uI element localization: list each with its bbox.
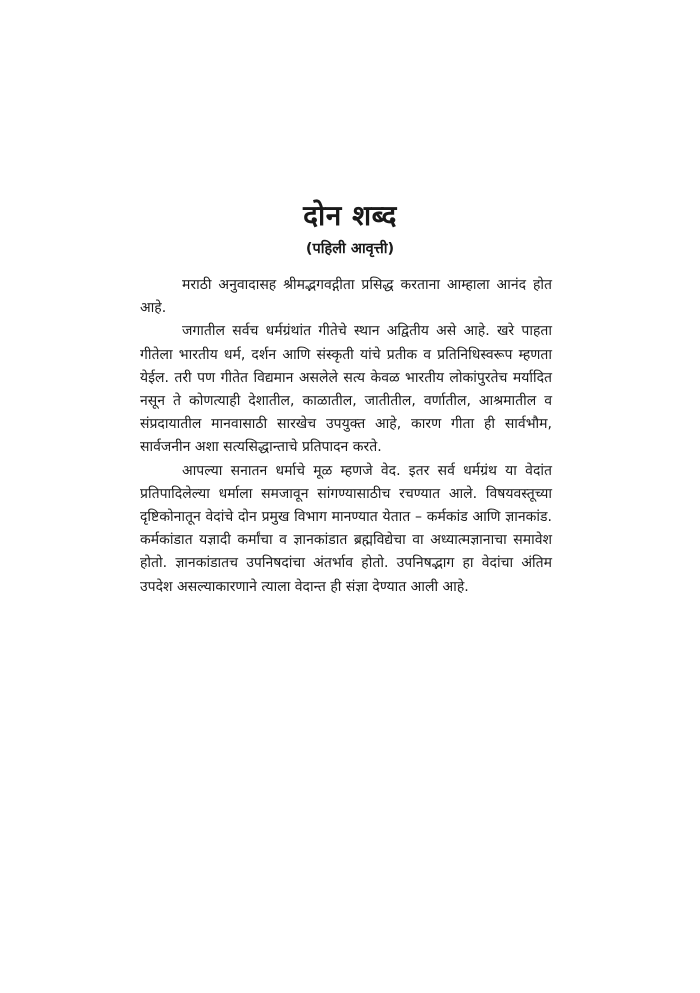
body-text [140, 274, 552, 599]
paragraph-2: जगातील सर्वच धर्मग्रंथांत गीतेचे स्थान अद्वितीय असे आहे. खरे पाहता गीतेला भारतीय धर्म, दर्शन आणि संस्कृती यांचे प्रतीक व प्रतिनिधिस्वरूप म्हणता येईल. तरी पण गीतेत विद्यमान असलेले सत्य केवळ भारतीय लोकांपुरतेच मर्यादित नसून ते कोणत्याही देशातील, काळातील, जातीतील, वर्णातील, आश्रमातील व संप्रदायातील मानवासाठी सारखेच उपयुक्त आहे, कारण गीता ही सार्वभौम, सार्वजनीन अशा सत्यसिद्धान्ताचे प्रतिपादन करते. [140, 323, 552, 456]
page-subtitle: (पहिली आवृत्ती) [305, 241, 395, 257]
page-title: दोन शब्द [303, 199, 397, 232]
paragraph-3: आपल्या सनातन धर्माचे मूळ म्हणजे वेद. इतर सर्व धर्मग्रंथ या वेदांत प्रतिपादिलेल्या धर्माला समजावून सांगण्यासाठीच रचण्यात आले. विषयवस्तूच्या दृष्टिकोनातून वेदांचे दोन प्रमुख विभाग मानण्यात येतात – कर्मकांड आणि ज्ञानकांड. कर्मकांडात यज्ञादी कर्मांचा व ज्ञानकांडात ब्रह्मविद्येचा वा अध्यात्मज्ञानाचा समावेश होतो. ज्ञानकांडातच उपनिषदांचा अंतर्भाव होतो. उपनिषद्भाग हा वेदांचा अंतिम उपदेश असल्याकारणाने त्याला वेदान्त ही संज्ञा देण्यात आली आहे. [140, 462, 552, 595]
paragraph-1: मराठी अनुवादासह श्रीमद्भगवद्गीता प्रसिद्ध करताना आम्हाला आनंद होत आहे. [140, 277, 552, 317]
